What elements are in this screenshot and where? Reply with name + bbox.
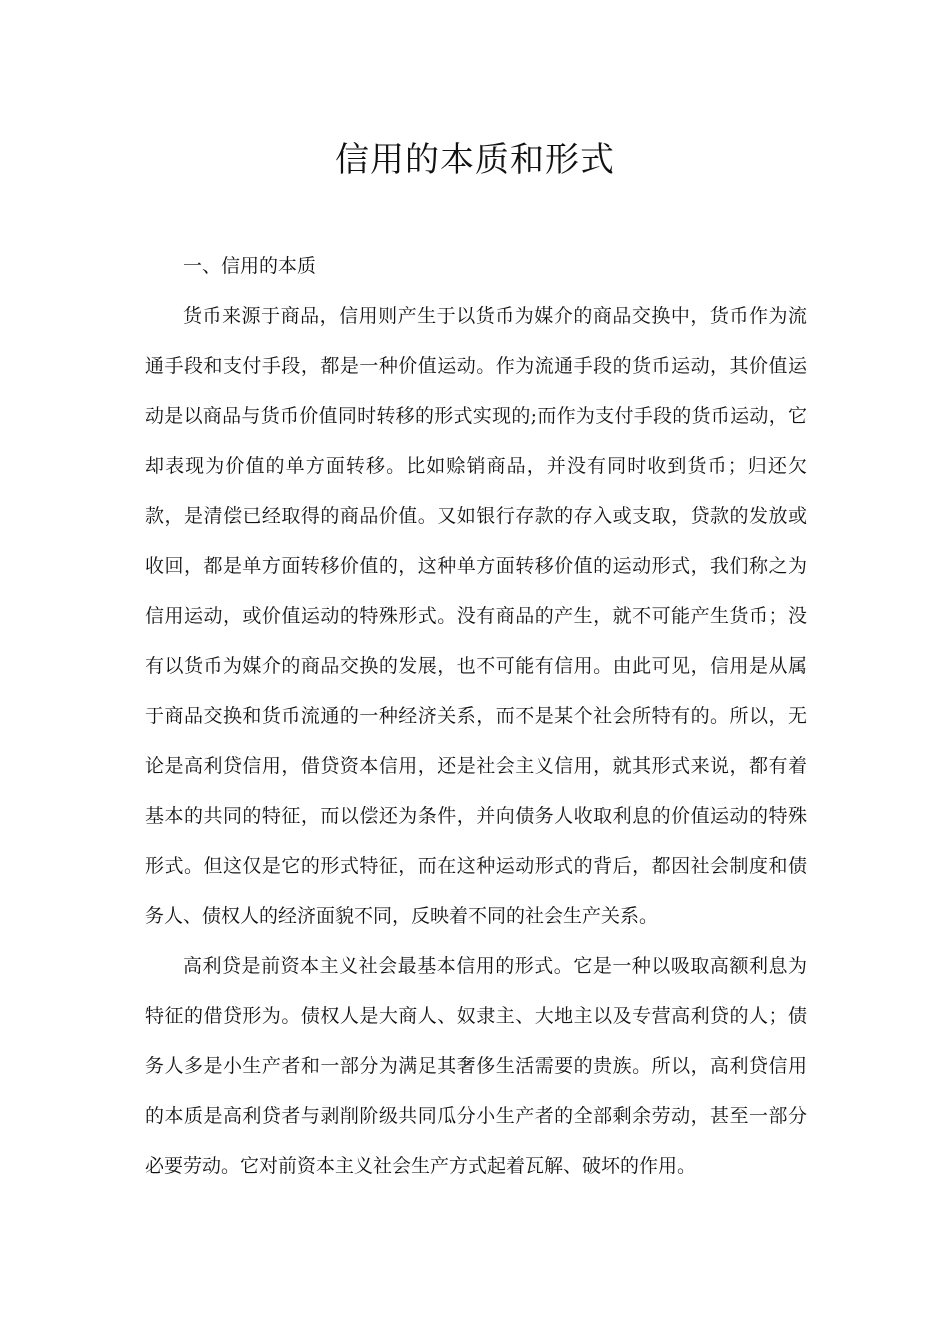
document-body <box>145 241 807 1191</box>
paragraph-credit-nature: 货币来源于商品，信用则产生于以货币为媒介的商品交换中，货币作为流通手段和支付手段，都是一种价值运动。作为流通手段的货币运动，其价值运动是以商品与货币价值同时转移的形式实现的;而作为支付手段的货币运动，它却表现为价值的单方面转移。比如赊销商品，并没有同时收到货币；归还欠款，是清偿已经取得的商品价值。又如银行存款的存入或支取，贷款的发放或收回，都是单方面转移价值的，这种单方面转移价值的运动形式，我们称之为信用运动，或价值运动的特殊形式。没有商品的产生，就不可能产生货币；没有以货币为媒介的商品交换的发展，也不可能有信用。由此可见，信用是从属于商品交换和货币流通的一种经济关系，而不是某个社会所特有的。所以，无论是高利贷信用，借贷资本信用，还是社会主义信用，就其形式来说，都有着基本的共同的特征，而以偿还为条件，并向债务人收取利息的价值运动的特殊形式。但这仅是它的形式特征，而在这种运动形式的背后，都因社会制度和债务人、债权人的经济面貌不同，反映着不同的社会生产关系。 <box>145 305 807 927</box>
paragraph-usury: 高利贷是前资本主义社会最基本信用的形式。它是一种以吸取高额利息为特征的借贷形为。债权人是大商人、奴隶主、大地主以及专营高利贷的人；债务人多是小生产者和一部分为满足其奢侈生活需要的贵族。所以，高利贷信用的本质是高利贷者与剥削阶级共同瓜分小生产者的全部剩余劳动，甚至一部分必要劳动。它对前资本主义社会生产方式起着瓦解、破坏的作用。 <box>145 955 807 1177</box>
document-title: 信用的本质和形式 <box>335 140 615 180</box>
section-heading: 一、信用的本质 <box>183 255 317 277</box>
